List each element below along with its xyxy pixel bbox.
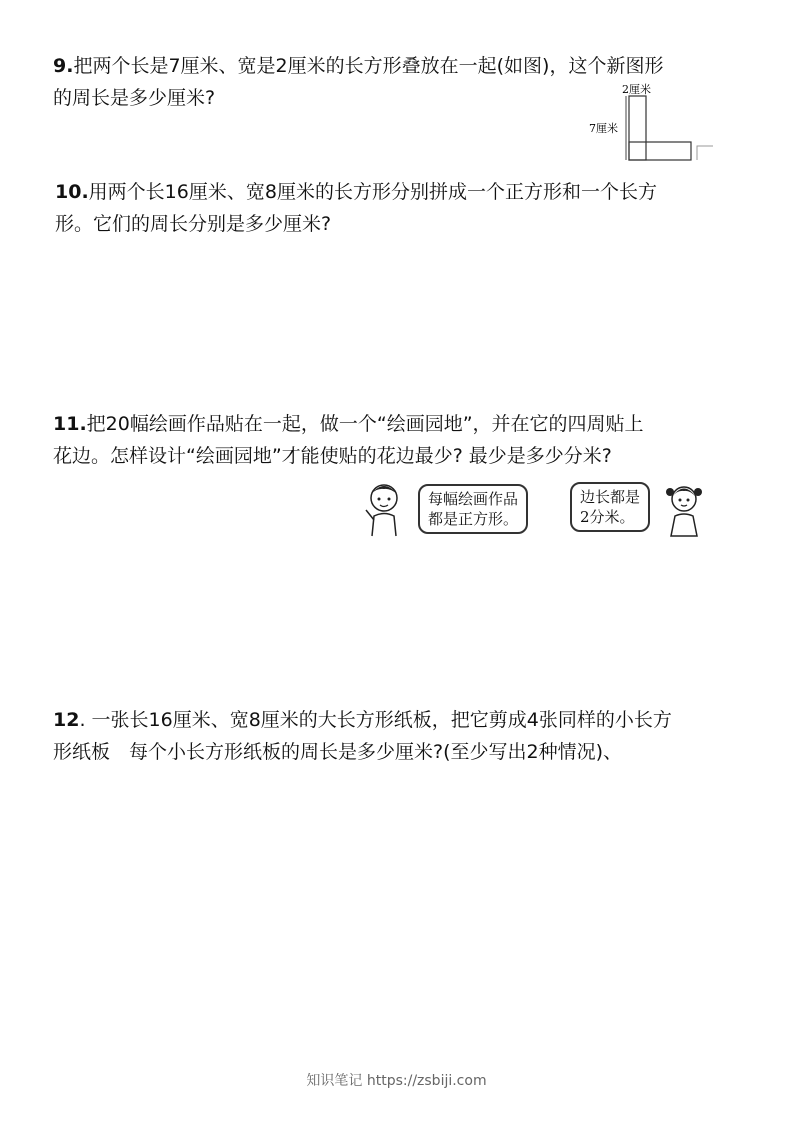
figure-corner-mark xyxy=(697,146,713,160)
question-9-line1: 9.把两个长是7厘米、宽是2厘米的长方形叠放在一起(如图)，这个新图形 xyxy=(53,55,664,77)
question-10-line1: 10.用两个长16厘米、宽8厘米的长方形分别拼成一个正方形和一个长方 xyxy=(55,181,657,203)
overlap-rectangles-figure xyxy=(585,80,720,166)
question-9-number: 9. xyxy=(53,55,74,77)
figure-width-label: 2厘米 xyxy=(622,83,651,96)
question-10-line2: 形。它们的周长分别是多少厘米? xyxy=(55,213,332,235)
vertical-rectangle xyxy=(629,96,646,160)
question-11-number: 11. xyxy=(53,413,87,435)
boy-illustration xyxy=(360,480,410,538)
question-10 xyxy=(55,176,755,240)
question-11 xyxy=(53,408,753,472)
question-12-line1: 12. 一张长16厘米、宽8厘米的大长方形纸板，把它剪成4张同样的小长方 xyxy=(53,709,672,731)
question-10-number: 10. xyxy=(55,181,89,203)
question-12-number: 12 xyxy=(53,709,80,731)
figure-length-label: 7厘米 xyxy=(589,122,618,135)
question-12-line2: 形纸板 每个小长方形纸板的周长是多少厘米?(至少写出2种情况)、 xyxy=(53,741,622,763)
question-11-line1: 11.把20幅绘画作品贴在一起，做一个“绘画园地”，并在它的四周贴上 xyxy=(53,413,644,435)
horizontal-rectangle xyxy=(629,142,691,160)
speech-bubble-girl: 边长都是 2分米。 xyxy=(570,482,650,532)
girl-illustration xyxy=(662,480,706,538)
question-9-line2: 的周长是多少厘米? xyxy=(53,87,216,109)
question-11-line2: 花边。怎样设计“绘画园地”才能使贴的花边最少? 最少是多少分米? xyxy=(53,445,612,467)
question-12 xyxy=(53,704,753,768)
footer-watermark: 知识笔记 https://zsbiji.com xyxy=(306,1073,487,1089)
speech-bubble-boy: 每幅绘画作品 都是正方形。 xyxy=(418,484,528,534)
